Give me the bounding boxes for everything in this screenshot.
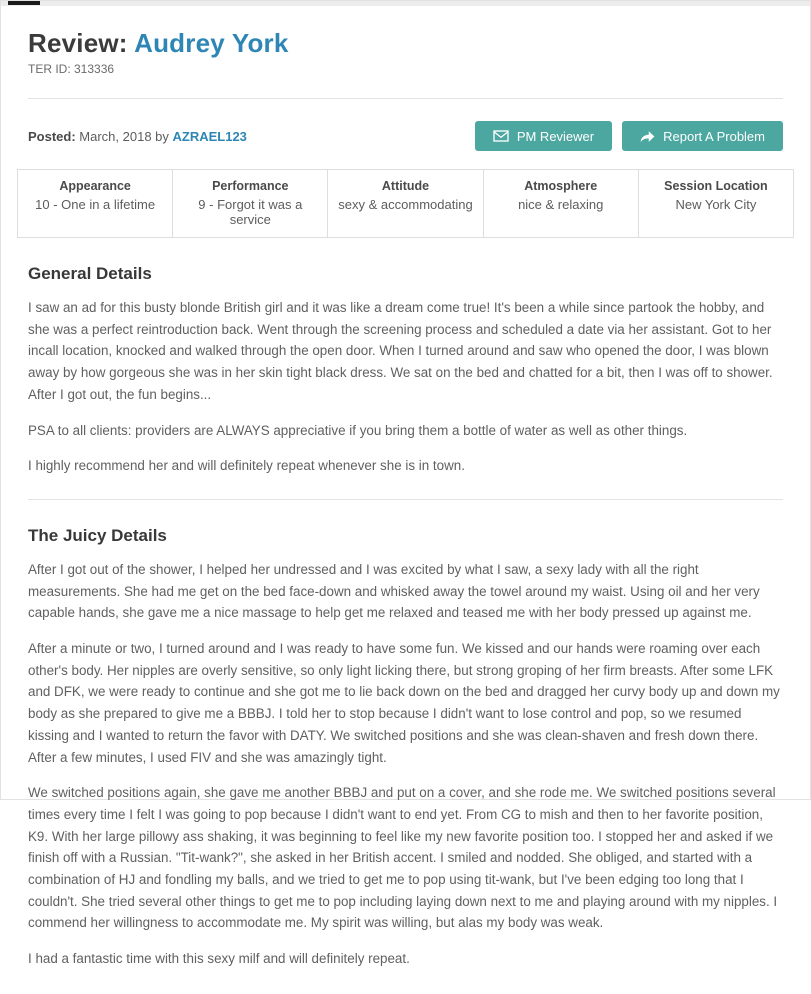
report-problem-button[interactable] [622,121,783,151]
ratings-table [17,169,794,238]
top-left-mark [8,1,40,5]
top-strip [1,1,810,6]
profile-name-link[interactable]: Audrey York [134,28,289,58]
general-paragraph: I saw an ad for this busty blonde British girl and it was like a dream come true! It's been a while since partook the hobby, and she was a perfect reintroduction back. Went through the screening process and scheduled a date via her assistant. Got to her incall location, knocked and walked through the open door. When I turned around and saw who opened the door, I was blown away by how gorgeous she was in her skin tight black dress. We sat on the bed and chatted for a bit, then I was off to shower. After I got out, the fun begins... [28,300,773,402]
rating-attitude [328,170,483,237]
juicy-paragraph: After a minute or two, I turned around and I was ready to have some fun. We kissed and our hands were roaming over each other's body. Her nipples are overly sensitive, so only light licking there, but strong groping of her firm breasts. After some LFK and DFK, we were ready to continue and she got me to lie back down on the bed and dragged her curvy body up and down my body as she prepared to give me a BBBJ. I told her to stop because I didn't want to lose control and pop, so we resumed kissing and I wanted to return the favor with DATY. We switched positions and she was clean-shaven and fresh down there. After a few minutes, I used FIV and she was amazingly tight. [28,641,780,765]
juicy-paragraph: I had a fantastic time with this sexy milf and will definitely repeat. [28,951,410,967]
general-paragraph: PSA to all clients: providers are ALWAYS appreciative if you bring them a bottle of water as well as other things. [28,422,688,438]
author-link[interactable]: AZRAEL123 [172,128,247,144]
page-title [28,28,783,59]
pm-reviewer-label: PM Reviewer [516,128,595,144]
forward-arrow-icon [640,130,655,143]
pm-reviewer-button[interactable] [475,121,612,151]
rating-label: Performance [212,179,289,193]
rating-appearance [18,170,173,237]
juicy-paragraph: After I got out of the shower, I helped her undressed and I was excited by what I saw, a sexy lady with all the right measurements. She had me get on the bed face-down and whisked away the towel around my waist. Using oil and her very capable hands, she gave me a nice massage to help get me relaxed and teased me with her body pressed up against me. [28,561,760,621]
general-details-section [28,264,783,477]
title-prefix: Review: [28,28,135,58]
general-details-heading: General Details [28,264,152,283]
rating-label: Atmosphere [524,179,598,193]
posted-label: Posted: [28,128,76,144]
report-problem-label: Report A Problem [663,128,765,144]
header-divider [28,98,783,99]
rating-value: New York City [675,197,757,212]
section-divider [28,499,783,500]
posted-date: March, 2018 by [75,128,173,144]
juicy-details-heading: The Juicy Details [28,525,167,545]
posted-text [28,129,247,144]
rating-value: 9 - Forgot it was a service [198,197,303,227]
rating-value: sexy & accommodating [338,197,473,212]
general-paragraph: I highly recommend her and will definitely repeat whenever she is in town. [28,458,465,474]
ter-id: TER ID: 313336 [28,62,115,76]
rating-atmosphere [484,170,639,237]
rating-label: Session Location [664,179,768,193]
review-card [1,6,810,994]
rating-session-location [639,170,793,237]
rating-label: Appearance [59,179,131,193]
rating-label: Attitude [381,179,430,193]
rating-value: nice & relaxing [518,197,604,212]
posted-row [28,121,783,151]
envelope-icon [493,130,509,142]
juicy-paragraph: We switched positions again, she gave me another BBBJ and put on a cover, and she rode me. We switched positions several times every time I felt I was going to pop because I didn't want to end yet. From CG to mish and then to her favorite position, K9. With her large pillowy ass shaking, it was beginning to feel like my new favorite position too. I stopped her and asked if we finish off with a Russian. "Tit-wank?", she asked in her British accent. I smiled and nodded. She obliged, and started with a combination of HJ and fondling my balls, and we tried to get me to pop using tit-wank, but I've been edging too long that I couldn't. She tried several other things to get me to pop including laying down next to me and playing around with my nipples. I commend her willingness to accommodate me. My spirit was willing, but alas my body was weak. [28,785,778,931]
action-buttons [475,121,783,151]
rating-performance [173,170,328,237]
rating-value: 10 - One in a lifetime [35,197,156,212]
juicy-details-section [28,526,783,970]
